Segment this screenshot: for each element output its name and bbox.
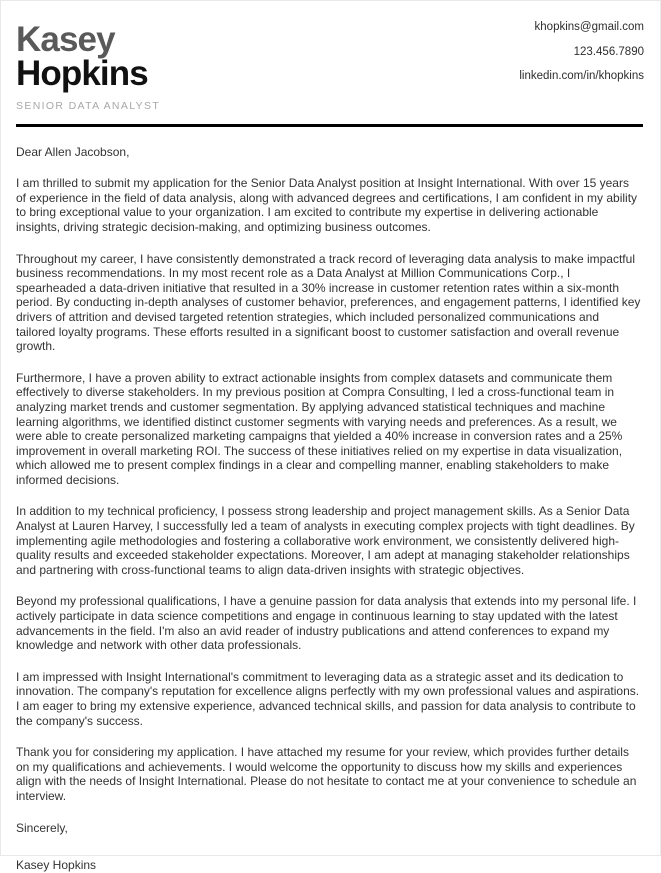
contact-linkedin[interactable]: linkedin.com/in/khopkins (519, 70, 644, 83)
letter-signature: Kasey Hopkins (16, 858, 97, 873)
document-sheet (1, 1, 660, 873)
letter-paragraph: I am thrilled to submit my application for the Senior Data Analyst position at Insight International. With over 15 years of experience in the field of data analysis, along with advanced degrees and certifications, I am confident in my ability to bring exceptional value to your organization. I am excited to contribute my expertise in delivering actionable insights, driving strategic decision-making, and optimizing business outcomes. (16, 176, 638, 234)
letter-salutation: Dear Allen Jacobson, (16, 144, 130, 159)
letter-paragraph: Furthermore, I have a proven ability to extract actionable insights from complex datasets and communicate them effectively to diverse stakeholders. In my previous position at Compra Consulting, I led a cross-functional team in analyzing market trends and customer segmentation. By applying advanced statistical techniques and machine learning algorithms, we identified distinct customer segments with varying needs and preferences. As a result, we were able to create personalized marketing campaigns that yielded a 40% increase in conversion rates and a 25% improvement in overall marketing ROI. The success of these initiatives relied on my expertise in data visualization, which allowed me to present complex findings in a clear and compelling manner, enabling stakeholders to make informed decisions. (16, 370, 623, 487)
letter-paragraph: Beyond my professional qualifications, I have a genuine passion for data analysis that extends into my personal life. I actively participate in data science competitions and engage in continuous learning to stay updated with the latest advancements in the field. I'm also an avid reader of industry publications and attend conferences to expand my knowledge and network with other data professionals. (16, 594, 637, 653)
letter-closing: Sincerely, (16, 820, 68, 835)
applicant-job-title: SENIOR DATA ANALYST (16, 99, 161, 112)
letter-paragraph: Thank you for considering my application. I have attached my resume for your review, which provides further details on my qualifications and achievements. I would welcome the opportunity to discuss how my skills and experiences align with the needs of Insight International. Please do not hesitate to contact me at your convenience to schedule an interview. (16, 745, 637, 803)
contact-phone[interactable]: 123.456.7890 (573, 45, 644, 58)
letter-paragraph: Throughout my career, I have consistently demonstrated a track record of leveraging data analysis to make impactful business recommendations. In my most recent role as a Data Analyst at Million Communications Corp., I spearheaded a data-driven initiative that resulted in a 30% increase in customer retention rates within a six-month period. By conducting in-depth analyses of customer behavior, preferences, and engagement patterns, I identified key drivers of attrition and devised targeted retention strategies, which included personalized communications and tailored loyalty programs. These efforts resulted in a significant boost to customer satisfaction and overall revenue growth. (16, 251, 641, 354)
applicant-first-name: Kasey (16, 20, 115, 59)
contact-email[interactable]: khopkins@gmail.com (534, 21, 644, 33)
letter-paragraph: I am impressed with Insight International's commitment to leveraging data as a strategic asset and its dedication to innovation. The company's reputation for excellence aligns perfectly with my own professional values and aspirations. I am eager to bring my extensive experience, advanced technical skills, and passion for data analysis to contribute to the company's success. (16, 669, 640, 728)
contact-block (519, 19, 644, 83)
letter-header (16, 19, 644, 112)
letter-body (16, 127, 644, 873)
letter-paragraph: In addition to my technical proficiency, I possess strong leadership and project management skills. As a Senior Data Analyst at Lauren Harvey, I successfully led a team of analysts in executing complex projects with tight deadlines. By implementing agile methodologies and fostering a collaborative work environment, we consistently delivered high-quality results and exceeded stakeholder expectations. Moreover, I am adept at managing stakeholder relationships and partnering with cross-functional teams to align data-driven insights with strategic objectives. (16, 504, 635, 577)
applicant-first-name-line (16, 20, 160, 59)
applicant-last-name-line (16, 54, 160, 94)
applicant-last-name: Hopkins (16, 54, 148, 94)
identity-block (16, 19, 160, 112)
